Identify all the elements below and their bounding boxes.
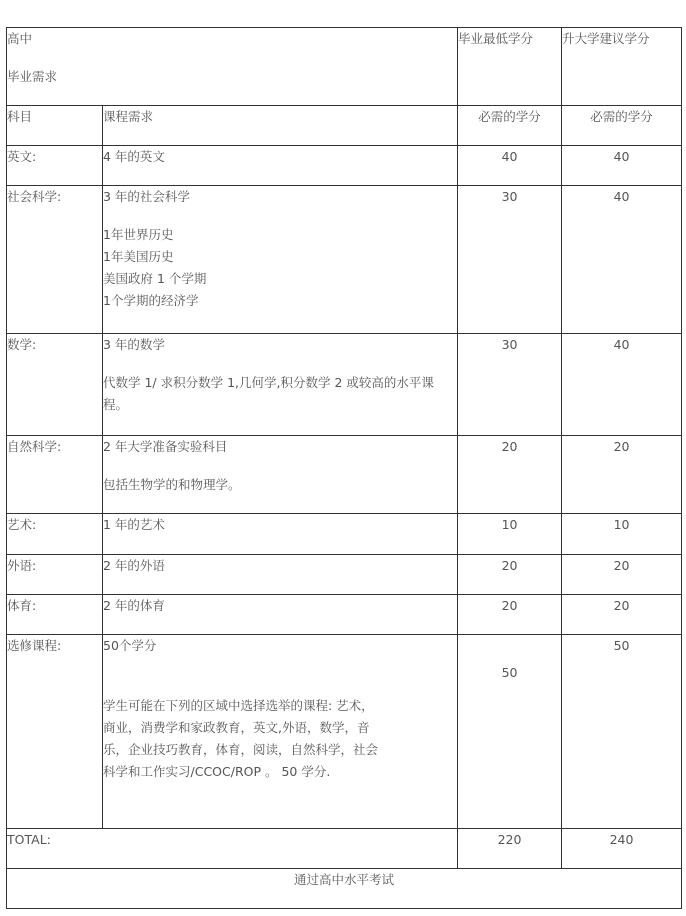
subheader-required-min: 必需的学分 xyxy=(458,106,562,146)
row-min-credits: 20 xyxy=(458,436,562,514)
row-min-credits: 40 xyxy=(458,146,562,186)
course-note: 包括生物学的和物理学。 xyxy=(103,477,241,493)
total-min-credits: 220 xyxy=(458,828,562,868)
row-subject: 社会科学: xyxy=(7,186,103,334)
row-course: 3 年的数学 xyxy=(103,337,165,353)
row-recommended-credits: 20 xyxy=(562,594,682,634)
table-title-line1: 高中 xyxy=(7,31,33,46)
table-header-row xyxy=(7,28,682,106)
table-total-row xyxy=(7,828,682,868)
table-subheader-row xyxy=(7,106,682,146)
row-subject: 自然科学: xyxy=(7,436,103,514)
row-recommended-credits: 20 xyxy=(562,436,682,514)
subheader-subject: 科目 xyxy=(7,106,103,146)
total-label: TOTAL: xyxy=(7,828,458,868)
row-course: 3 年的社会科学 xyxy=(103,189,190,205)
row-course: 2 年的外语 xyxy=(103,554,458,594)
row-recommended-credits: 40 xyxy=(562,146,682,186)
course-note: 代数学 1/ 求积分数学 1,几何学,积分数学 2 或较高的水平课程。 xyxy=(103,375,434,413)
row-min-credits: 30 xyxy=(458,186,562,334)
row-subject: 数学: xyxy=(7,334,103,436)
table-row xyxy=(7,554,682,594)
table-row xyxy=(7,436,682,514)
total-recommended-credits: 240 xyxy=(562,828,682,868)
row-course: 4 年的英文 xyxy=(103,146,458,186)
table-title-cell xyxy=(7,28,458,106)
course-detail-line: 美国政府 1 个学期 xyxy=(103,271,207,287)
row-subject: 英文: xyxy=(7,146,103,186)
row-min-credits: 20 xyxy=(458,594,562,634)
row-course: 1 年的艺术 xyxy=(103,514,458,554)
graduation-requirements-table xyxy=(6,27,682,909)
row-min-credits: 50 xyxy=(458,634,562,828)
row-course-cell xyxy=(103,334,458,436)
table-footer-row xyxy=(7,868,682,908)
exam-requirement: 通过高中水平考试 xyxy=(7,868,682,908)
table-row xyxy=(7,186,682,334)
subheader-course: 课程需求 xyxy=(103,106,458,146)
row-min-credits: 30 xyxy=(458,334,562,436)
table-row xyxy=(7,146,682,186)
row-subject: 外语: xyxy=(7,554,103,594)
course-detail-line: 1个学期的经济学 xyxy=(103,293,199,309)
row-recommended-credits: 10 xyxy=(562,514,682,554)
row-min-credits: 10 xyxy=(458,514,562,554)
table-row xyxy=(7,514,682,554)
table-row xyxy=(7,594,682,634)
header-recommended-credits: 升大学建议学分 xyxy=(562,28,682,106)
row-recommended-credits: 40 xyxy=(562,334,682,436)
row-course-cell xyxy=(103,634,458,828)
row-min-credits: 20 xyxy=(458,554,562,594)
row-course: 50个学分 xyxy=(103,637,157,653)
table-title-line2: 毕业需求 xyxy=(7,69,58,84)
row-subject: 选修课程: xyxy=(7,634,103,828)
table-row xyxy=(7,634,682,828)
row-course-cell xyxy=(103,186,458,334)
subheader-required-rec: 必需的学分 xyxy=(562,106,682,146)
row-recommended-credits: 20 xyxy=(562,554,682,594)
row-recommended-credits: 40 xyxy=(562,186,682,334)
row-course: 2 年的体育 xyxy=(103,594,458,634)
course-note: 学生可能在下列的区域中选择选举的课程: 艺术，商业，消费学和家政教育，英文,外语，数学，音乐，企业技巧教育，体育，阅读，自然科学，社会科学和工作实习/CCOC/ROP 。 50 学分. xyxy=(103,697,379,779)
row-course-cell xyxy=(103,436,458,514)
course-detail-line: 1年世界历史 xyxy=(103,227,174,243)
row-course: 2 年大学准备实验科目 xyxy=(103,439,228,455)
course-detail-line: 1年美国历史 xyxy=(103,249,174,265)
row-recommended-credits: 50 xyxy=(562,634,682,828)
header-min-credits: 毕业最低学分 xyxy=(458,28,562,106)
row-subject: 体育: xyxy=(7,594,103,634)
row-subject: 艺术: xyxy=(7,514,103,554)
table-row xyxy=(7,334,682,436)
